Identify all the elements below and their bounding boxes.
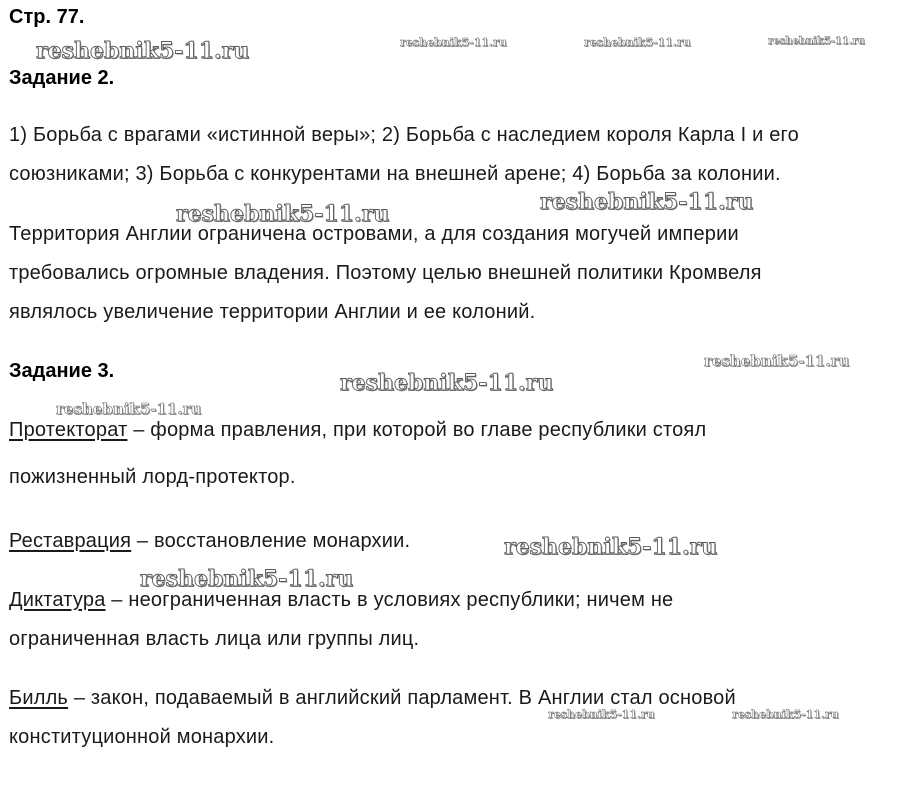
task-2-heading: Задание 2. (9, 67, 115, 89)
definition: – закон, подаваемый в английский парламент. В Англии стал основой (68, 687, 736, 709)
term: Реставрация (9, 530, 132, 552)
task-2-line: являлось увеличение территории Англии и ее колоний. (9, 301, 536, 323)
task-2-line: Территория Англии ограничена островами, а для создания могучей империи (9, 223, 739, 245)
task-2-line: союзниками; 3) Борьба с конкурентами на внешней арене; 4) Борьба за колонии. (9, 163, 781, 185)
definition: – неограниченная власть в условиях республики; ничем не (105, 589, 674, 611)
watermark: reshebnik5-11.ru (768, 36, 865, 47)
watermark: reshebnik5-11.ru (400, 36, 507, 49)
watermark: reshebnik5-11.ru (504, 534, 718, 560)
task-2-line: 1) Борьба с врагами «истинной веры»; 2) Борьба с наследием короля Карла I и его (9, 124, 799, 146)
definition-continuation: конституционной монархии. (9, 726, 275, 748)
task-2-line: требовались огромные владения. Поэтому целью внешней политики Кромвеля (9, 262, 762, 284)
watermark: reshebnik5-11.ru (140, 566, 354, 592)
definition: – восстановление монархии. (131, 530, 411, 552)
watermark: reshebnik5-11.ru (176, 201, 390, 227)
definition-continuation: ограниченная власть лица или группы лиц. (9, 628, 420, 650)
watermark: reshebnik5-11.ru (340, 370, 554, 396)
term: Диктатура (9, 589, 106, 611)
definition-restoration (9, 530, 410, 553)
watermark: reshebnik5-11.ru (36, 38, 250, 64)
watermark: reshebnik5-11.ru (548, 708, 655, 721)
definition-bill (9, 687, 736, 710)
term: Билль (9, 687, 69, 709)
definition-continuation: пожизненный лорд-протектор. (9, 466, 296, 488)
watermark: reshebnik5-11.ru (584, 36, 691, 49)
watermark: reshebnik5-11.ru (540, 189, 754, 215)
task-3-heading: Задание 3. (9, 360, 115, 382)
watermark: reshebnik5-11.ru (56, 400, 202, 418)
definition-protectorate (9, 419, 706, 442)
term: Протекторат (9, 419, 128, 441)
definition: – форма правления, при которой во главе республики стоял (127, 419, 707, 441)
watermark: reshebnik5-11.ru (704, 352, 850, 370)
definition-dictatorship (9, 589, 673, 612)
watermark: reshebnik5-11.ru (732, 708, 839, 721)
page-number: Стр. 77. (9, 6, 85, 28)
